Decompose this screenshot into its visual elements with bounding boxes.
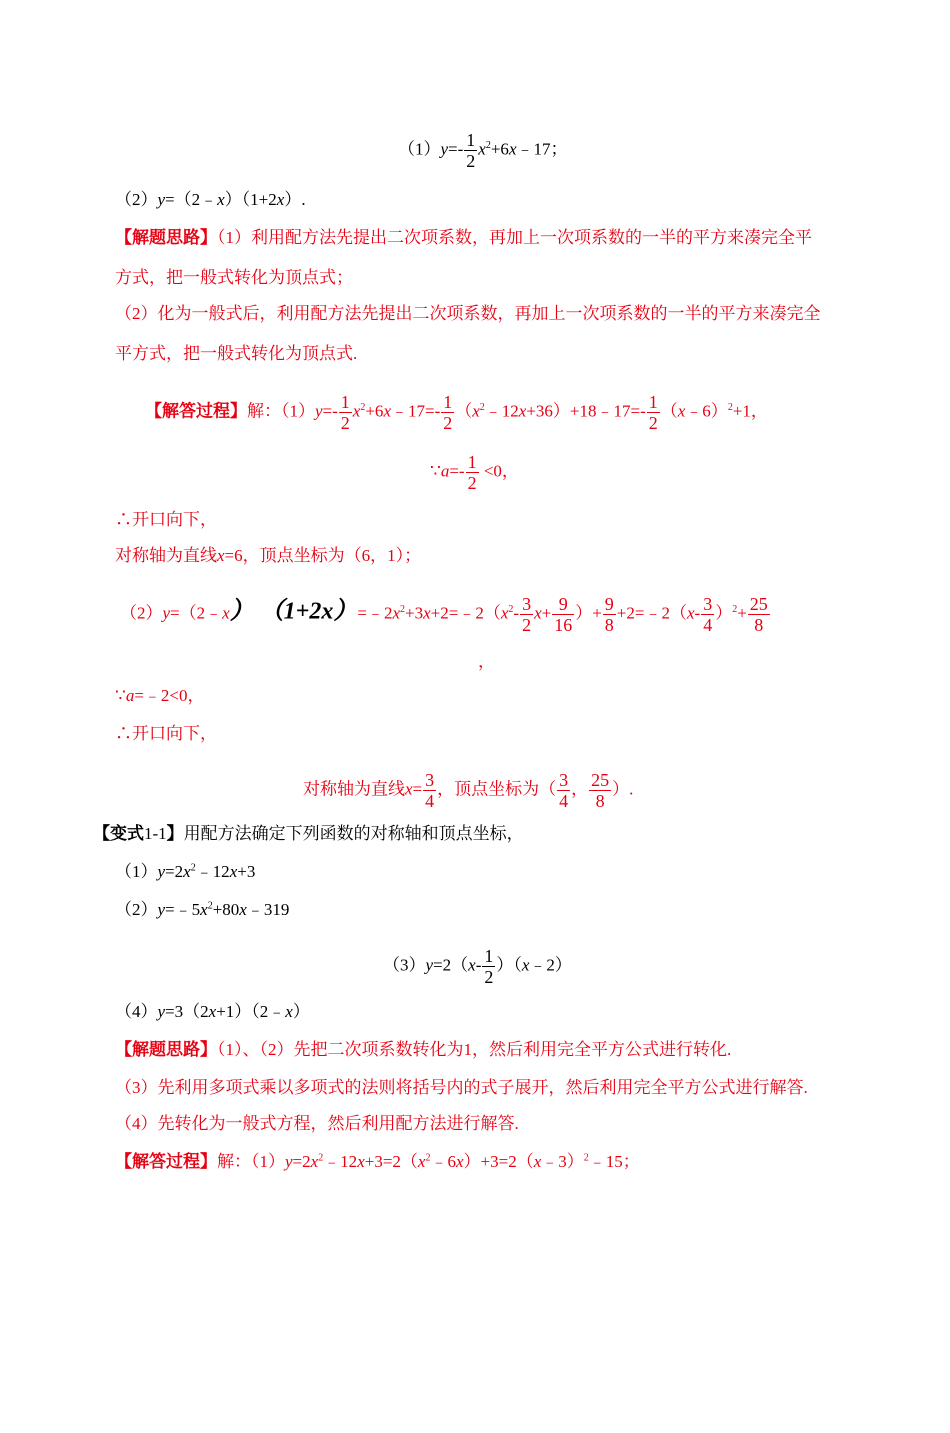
fraction: $\frac{1}{2}$ xyxy=(648,392,658,433)
variant-solution-idea-1: 【解题思路】（1）、（2）先把二次项系数转化为1，然后利用完全平方公式进行转化. xyxy=(115,1040,732,1059)
solution-idea-2: （2）化为一般式后，利用配方法先提出二次项系数，再加上一次项系数的一半的平方来凑完全 xyxy=(115,304,821,323)
variant-problem-2: $(2)y=﹣5x^2+80x﹣319$ xyxy=(115,900,290,919)
fraction: $\frac{25}{8}$ xyxy=(749,594,768,635)
fraction: $\frac{1}{2}$ xyxy=(340,392,350,433)
variant-1-1-heading: 【变式1-1】用配方法确定下列函数的对称轴和顶点坐标， xyxy=(93,824,524,843)
variant-solution-process-1: 【解答过程】解：$(1)y=2x^2﹣12x+3=2(x^2﹣6x)+3=2(x﹣3)^2﹣15$； xyxy=(115,1152,640,1171)
solution-idea-1: 【解题思路】（1）利用配方法先提出二次项系数，再加上一次项系数的一半的平方来凑完全平 xyxy=(115,228,812,247)
fraction: $\frac{1}{2}$ xyxy=(467,452,477,493)
solution-idea-1-cont: 方式，把一般式转化为顶点式； xyxy=(115,268,353,287)
axis-vertex-2: 对称轴为直线x= $\frac{3}{4}$ ，顶点坐标为（ $\frac{3}{4}$ ， $\frac{25}{8}$ ）. xyxy=(303,770,634,811)
variant-solution-idea-3: （3）先利用多项式乘以多项式的法则将括号内的式子展开，然后利用完全平方公式进行解答. xyxy=(115,1078,808,1097)
fraction: $\frac{9}{16}$ xyxy=(554,594,573,635)
variant-solution-idea-4: （4）先转化为一般式方程，然后利用配方法进行解答. xyxy=(115,1114,519,1133)
variant-problem-3: （3）y=2（x- $\frac{1}{2}$ ）（x﹣2） xyxy=(383,946,572,987)
fraction: $\frac{25}{8}$ xyxy=(591,770,610,811)
solution-process-1: 【解答过程】解：（1）y=- $\frac{1}{2}$ $x^2+6x﹣17=-$ $\frac{1}{2}$ $(x^2﹣12x+36)+18﹣17=-$ $\frac{1}{2}$ （x﹣6）$^2$+1， xyxy=(145,392,768,433)
problem-1-equation: （1）y=- $\frac{1}{2}$ $x^2+6x﹣17$； xyxy=(398,130,568,171)
variant-problem-4: （4）y=3（2x+1）（2﹣x） xyxy=(115,1002,310,1021)
fraction: $\frac{3}{2}$ xyxy=(522,594,532,635)
opens-downward-1: ∴开口向下， xyxy=(115,510,217,529)
fraction: $\frac{9}{8}$ xyxy=(604,594,614,635)
fraction: $\frac{3}{4}$ xyxy=(559,770,569,811)
axis-vertex-1: 对称轴为直线x=6，顶点坐标为（6，1）； xyxy=(115,546,422,565)
opens-downward-2: ∴开口向下， xyxy=(115,724,217,743)
since-a-negative: ∵a=- $\frac{1}{2}$ <0， xyxy=(430,452,519,493)
problem-2-equation: （2）y=（2﹣x）（1+2x）. xyxy=(115,190,306,209)
fraction: $\frac{3}{4}$ xyxy=(425,770,435,811)
comma: ， xyxy=(478,652,495,671)
solution-idea-2-cont: 平方式，把一般式转化为顶点式. xyxy=(115,344,358,363)
variant-problem-1: $(1)y=2x^2﹣12x+3$ xyxy=(115,862,256,881)
fraction: $\frac{1}{2}$ xyxy=(443,392,453,433)
solution-process-2: （2）y=（2﹣x） $(1+2x)=﹣2x^2+3x+2=﹣2(x^2-$ $\frac{3}{2}$ x+ $\frac{9}{16}$ ）+ $\frac{9}{8}$ +2=﹣2（x- $\frac{3}{4}$ ）$^2$+ $\frac{25}{8}$ xyxy=(120,594,768,635)
fraction: $\frac{1}{2}$ xyxy=(466,130,476,171)
fraction: $\frac{1}{2}$ xyxy=(484,946,494,987)
since-a-negative-2: ∵a=﹣2<0， xyxy=(115,686,205,705)
fraction: $\frac{3}{4}$ xyxy=(703,594,713,635)
